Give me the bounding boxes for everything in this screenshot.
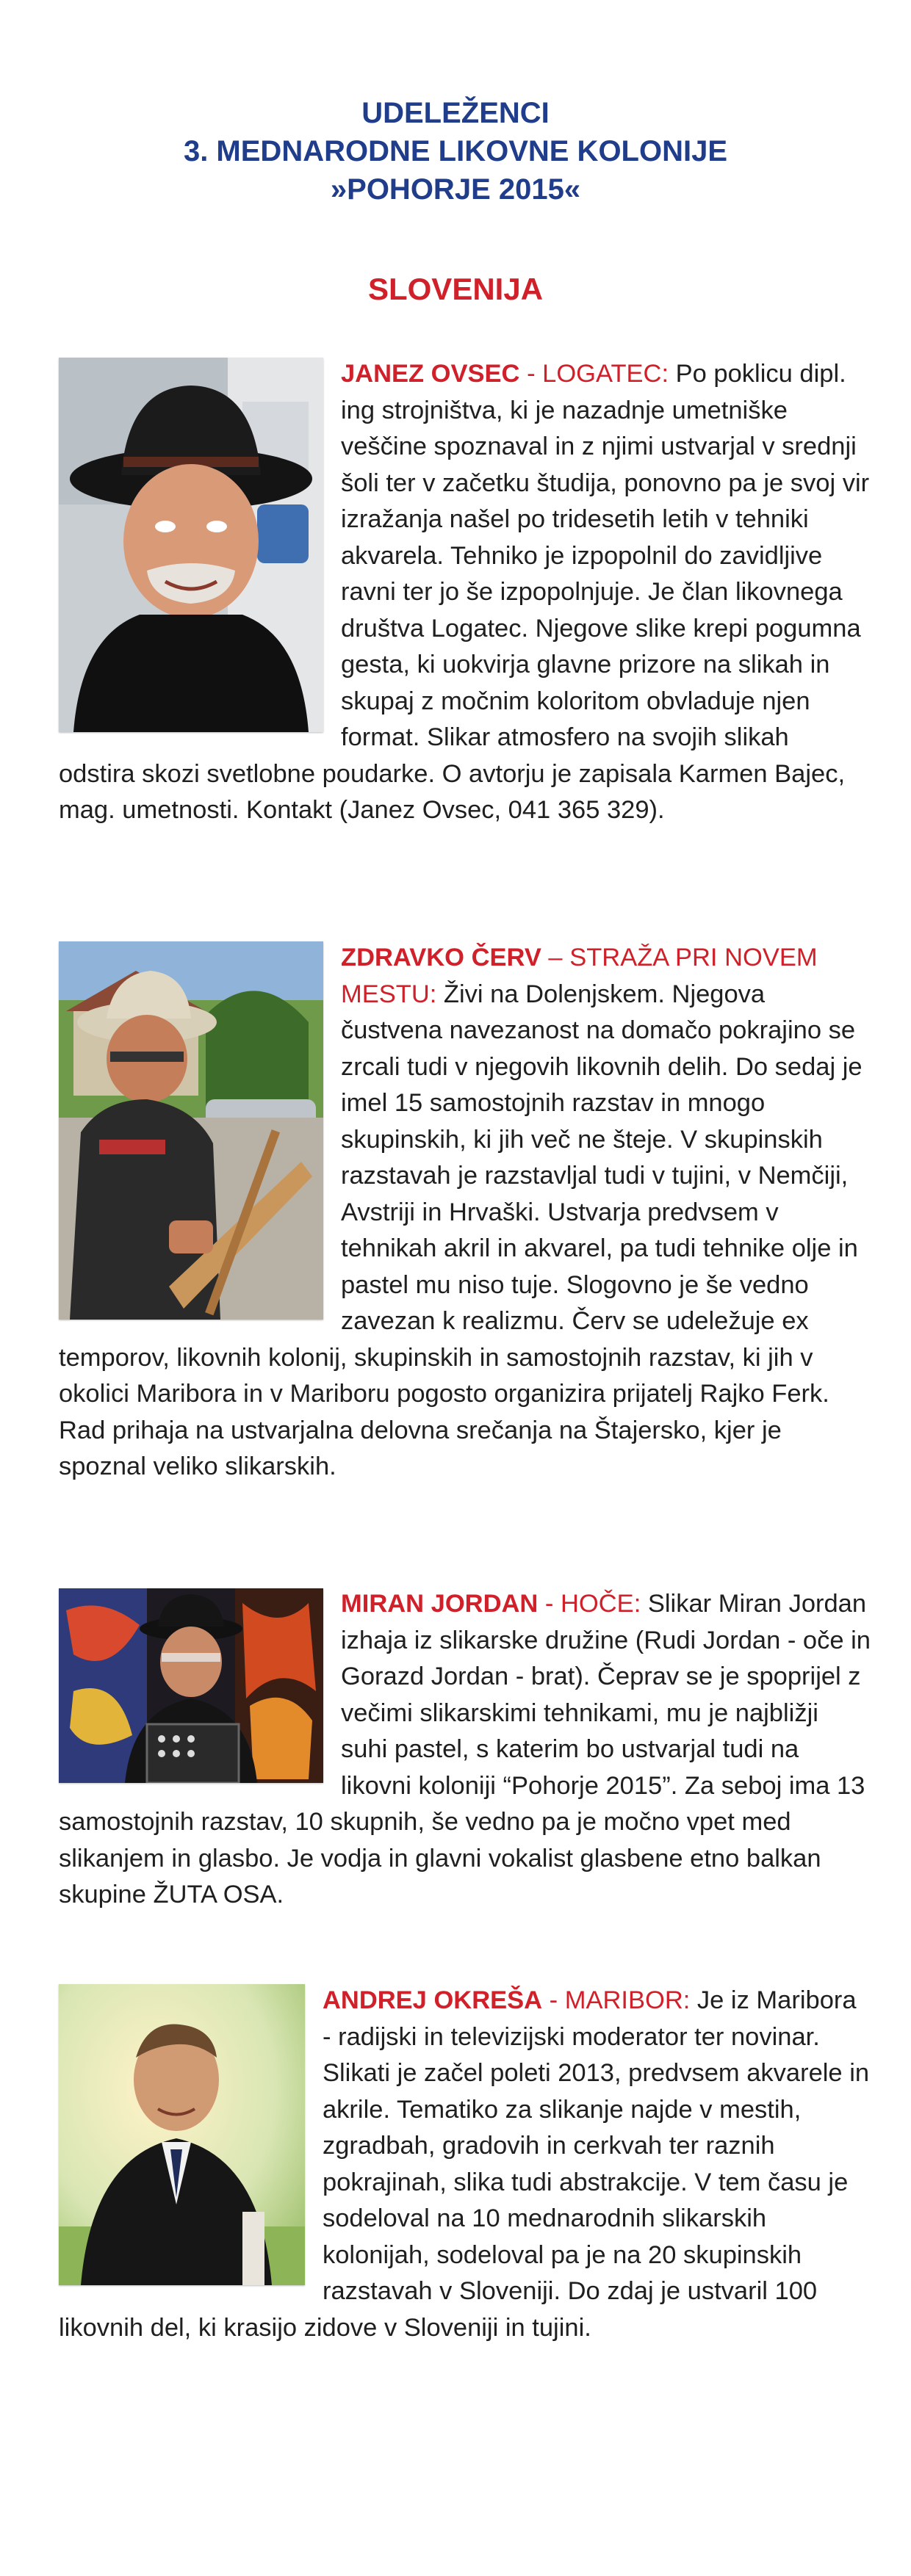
title-line-2: 3. MEDNARODNE LIKOVNE KOLONIJE (183, 135, 728, 167)
participant-place: HOČE: (561, 1590, 641, 1618)
separator: - (542, 1986, 565, 2014)
participant-bio: Slikar Miran Jordan izhaja iz slikarske družine (Rudi Jordan - oče in Gorazd Jordan - brat). Čeprav se je spoprijel z večimi slikarskimi tehnikami, mu je najbližji suhi pastel, s katerim bo ustvarjal tudi na likovni koloniji “Pohorje 2015”. Za seboj ima 13 samostojnih razstav, 10 skupnih, še vedno pa je močno vpet med slikanjem in glasbo. Je vodja in glavni vokalist glasbene etno balkan skupine ŽUTA OSA. (59, 1590, 871, 1909)
participant-name: ANDREJ OKREŠA (323, 1986, 543, 2014)
separator: – (541, 944, 570, 972)
participant-entry (59, 940, 871, 1486)
title-line-3: »POHORJE 2015« (330, 173, 581, 206)
title-line-1: UDELEŽENCI (361, 97, 550, 129)
separator: - (538, 1590, 561, 1618)
participant-photo (59, 941, 323, 1320)
participant-entry (59, 356, 871, 829)
participant-photo (59, 1588, 323, 1783)
participant-bio: Živi na Dolenjskem. Njegova čustvena navezanost na domačo pokrajino se zrcali tudi v njegovih likovnih delih. Do sedaj je imel 15 samostojnih razstav in mnogo skupinskih, ki jih več ne šteje. V skupinskih razstavah je razstavljal tudi v tujini, v Nemčiji, Avstriji in Hrvaški. Ustvarja predvsem v tehnikah akril in akvarel, pa tudi tehnike olje in pastel mu niso tuje. Slogovno je še vedno zavezan k realizmu. Červ se udeležuje ex temporov, likovnih kolonij, skupinskih in samostojnih razstav, ki jih v okolici Maribora in v Mariboru pogosto organizira prijatelj Rajko Ferk. Rad prihaja na ustvarjalna delovna srečanja na Štajersko, kjer je spoznal veliko slikarskih. (59, 980, 863, 1480)
participant-entry (59, 1586, 871, 1914)
page-title (0, 94, 911, 209)
participant-entry (59, 1983, 871, 2346)
participant-bio: Po poklicu dipl. ing strojništva, ki je nazadnje umetniške veščine spoznaval in z njimi ustvarjal v srednji šoli ter v začetku študija, ponovno pa je svoj vir izražanja našel po tridesetih letih v tehniki akvarela. Tehniko je izpopolnil do zavidljive ravni ter jo še izpopolnjuje. Je član likovnega društva Logatec. Njegove slike krepi pogumna gesta, ki uokvirja glavne prizore na slikah in skupaj z močnim koloritom obvladuje njen format. Slikar atmosfero na svojih slikah odstira skozi svetlobne poudarke. O avtorju je zapisala Karmen Bajec, mag. umetnosti. Kontakt (Janez Ovsec, 041 365 329). (59, 360, 870, 824)
participant-photo (59, 1984, 305, 2285)
participant-place: STRAŽA PRI NOVEM MESTU: (341, 944, 818, 1008)
participant-photo (59, 358, 323, 732)
participant-place: LOGATEC: (542, 360, 669, 388)
participant-place: MARIBOR: (564, 1986, 691, 2014)
participant-bio: Je iz Maribora - radijski in televizijski moderator ter novinar. Slikati je začel poleti 2013, predvsem akvarele in akrile. Tematiko za slikanje najde v mestih, zgradbah, gradovih in cerkvah ter raznih pokrajinah, slika tudi abstrakcije. V tem času je sodeloval na 10 mednarodnih slikarskih kolonijah, sodeloval pa je na 20 skupinskih razstavah v Sloveniji. Do zdaj je ustvaril 100 likovnih del, ki krasijo zidove v Sloveniji in tujini. (59, 1986, 870, 2342)
participant-name: MIRAN JORDAN (341, 1590, 539, 1618)
separator: - (519, 360, 543, 388)
participant-name: ZDRAVKO ČERV (341, 944, 541, 972)
participant-name: JANEZ OVSEC (341, 360, 520, 388)
country-heading: SLOVENIJA (367, 272, 544, 306)
